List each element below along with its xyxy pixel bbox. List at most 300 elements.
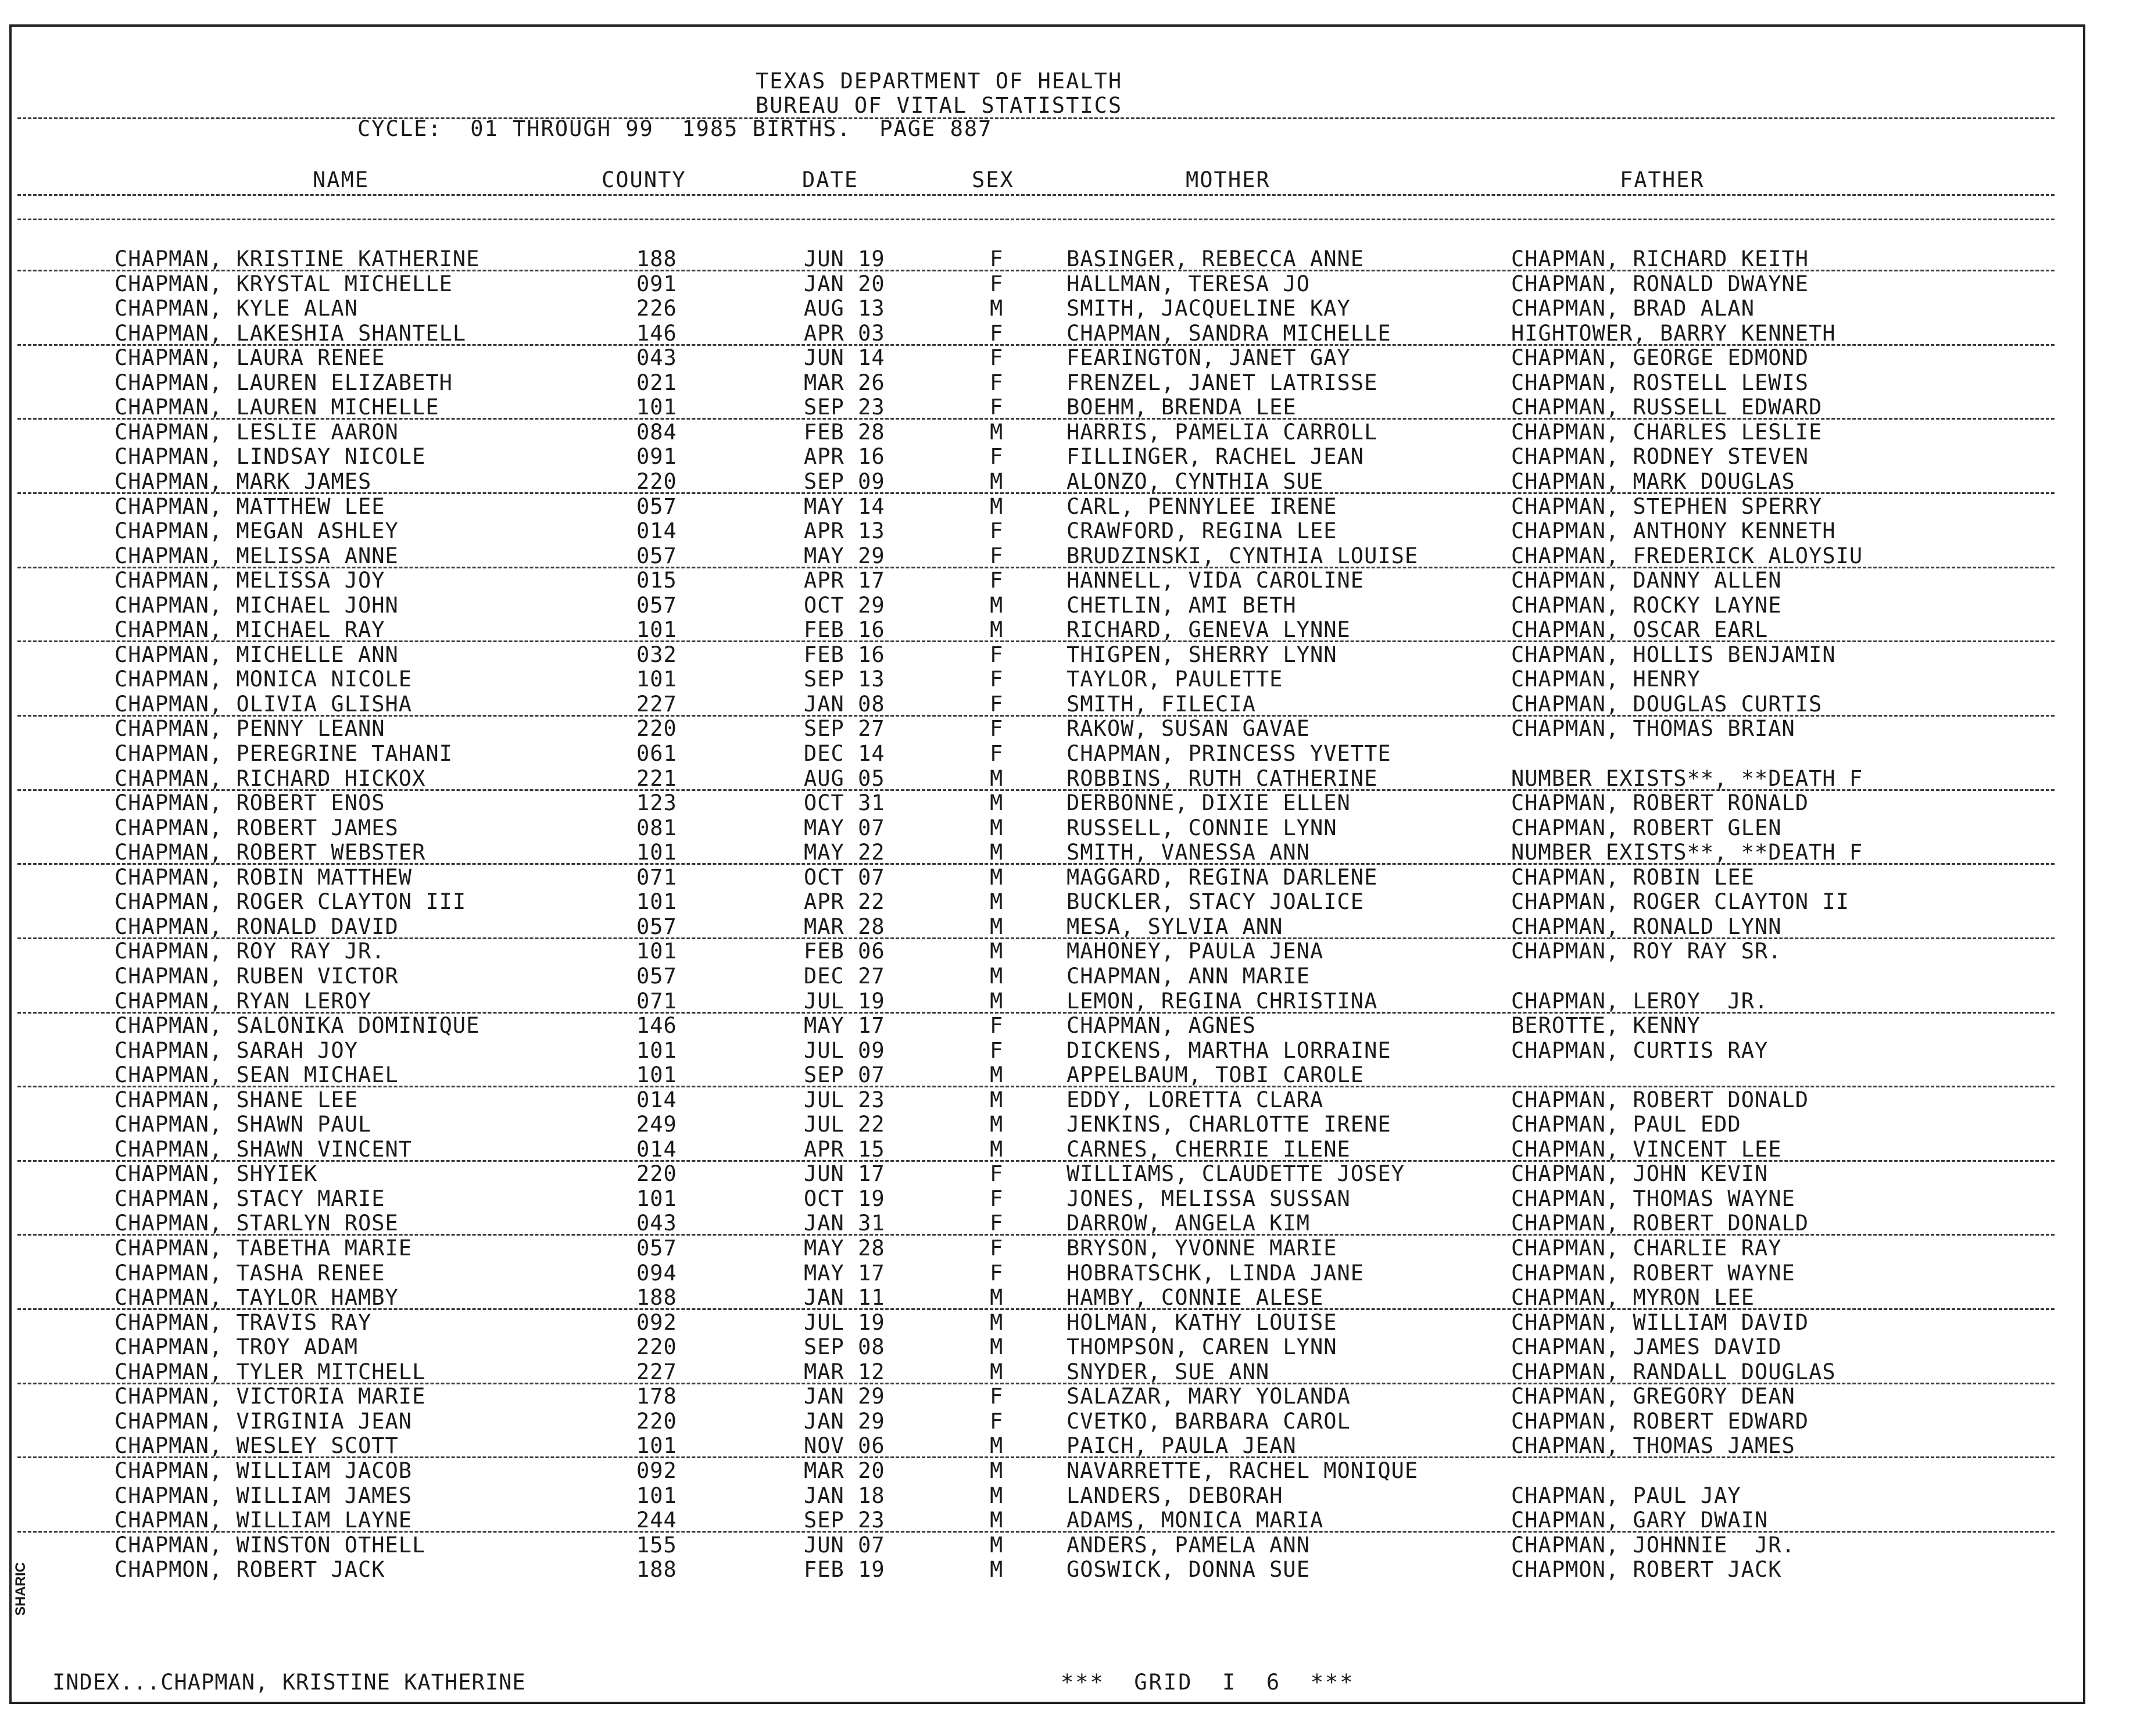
column-header-mother: MOTHER <box>1186 167 1271 192</box>
cell-mother: MAHONEY, PAULA JENA <box>1066 939 1324 964</box>
cell-sex: F <box>990 642 1004 667</box>
cell-father: CHAPMAN, JOHN KEVIN <box>1511 1161 1769 1187</box>
cell-sex: F <box>990 1037 1004 1063</box>
cell-county: 155 <box>636 1532 677 1558</box>
cell-date: SEP 08 <box>804 1334 885 1360</box>
cell-county: 101 <box>636 1433 677 1459</box>
cell-name: CHAPMAN, ROBERT WEBSTER <box>114 840 426 865</box>
cell-father: CHAPMAN, CHARLES LESLIE <box>1511 419 1823 445</box>
cell-father: CHAPMAN, BRAD ALAN <box>1511 296 1755 321</box>
cell-father: CHAPMAN, CURTIS RAY <box>1511 1037 1769 1063</box>
cell-county: 014 <box>636 1136 677 1162</box>
cell-sex: M <box>990 1136 1004 1162</box>
cell-mother: BRYSON, YVONNE MARIE <box>1066 1236 1337 1261</box>
cell-name: CHAPMAN, STACY MARIE <box>114 1186 385 1211</box>
cell-date: OCT 29 <box>804 592 885 618</box>
cell-county: 146 <box>636 1013 677 1039</box>
cell-name: CHAPMAN, MELISSA JOY <box>114 568 385 593</box>
cell-county: 092 <box>636 1458 677 1483</box>
cell-mother: SMITH, FILECIA <box>1066 691 1256 717</box>
cell-county: 057 <box>636 493 677 519</box>
cell-sex: M <box>990 468 1004 494</box>
column-header-father: FATHER <box>1620 167 1705 192</box>
cell-sex: M <box>990 889 1004 915</box>
cell-sex: M <box>990 1508 1004 1533</box>
cell-county: 043 <box>636 345 677 371</box>
cell-name: CHAPMAN, TAYLOR HAMBY <box>114 1285 399 1311</box>
cell-name: CHAPMAN, KYLE ALAN <box>114 296 358 321</box>
cell-sex: M <box>990 1112 1004 1137</box>
cell-county: 188 <box>636 1285 677 1311</box>
cell-father: NUMBER EXISTS**, **DEATH F <box>1511 765 1863 791</box>
cell-mother: TAYLOR, PAULETTE <box>1066 667 1283 692</box>
cell-sex: M <box>990 1285 1004 1311</box>
cell-date: JAN 29 <box>804 1384 885 1409</box>
cell-mother: CARL, PENNYLEE IRENE <box>1066 493 1337 519</box>
cell-mother: FILLINGER, RACHEL JEAN <box>1066 444 1365 470</box>
cell-county: 021 <box>636 370 677 395</box>
cell-county: 014 <box>636 1087 677 1112</box>
cell-name: CHAPMAN, MONICA NICOLE <box>114 667 413 692</box>
cell-county: 057 <box>636 543 677 568</box>
cell-date: JUL 22 <box>804 1112 885 1137</box>
cell-father: CHAPMAN, MARK DOUGLAS <box>1511 468 1795 494</box>
cell-sex: F <box>990 1186 1004 1211</box>
cell-name: CHAPMAN, KRYSTAL MICHELLE <box>114 271 453 296</box>
cell-date: NOV 06 <box>804 1433 885 1459</box>
cell-date: MAR 12 <box>804 1359 885 1384</box>
cell-name: CHAPMAN, SALONIKA DOMINIQUE <box>114 1013 480 1039</box>
cell-father: CHAPMAN, RUSSELL EDWARD <box>1511 395 1823 420</box>
cell-father: CHAPMAN, PAUL EDD <box>1511 1112 1741 1137</box>
cell-mother: HOLMAN, KATHY LOUISE <box>1066 1309 1337 1335</box>
cell-name: CHAPMAN, MICHAEL JOHN <box>114 592 399 618</box>
cell-sex: F <box>990 246 1004 271</box>
cell-father: CHAPMAN, RANDALL DOUGLAS <box>1511 1359 1836 1384</box>
cell-date: MAR 26 <box>804 370 885 395</box>
cell-date: JAN 20 <box>804 271 885 296</box>
cell-mother: CHETLIN, AMI BETH <box>1066 592 1297 618</box>
cell-father: CHAPMAN, GARY DWAIN <box>1511 1508 1769 1533</box>
cell-mother: BRUDZINSKI, CYNTHIA LOUISE <box>1066 543 1419 568</box>
cell-name: CHAPMAN, WILLIAM JACOB <box>114 1458 413 1483</box>
cell-father: CHAPMAN, DOUGLAS CURTIS <box>1511 691 1823 717</box>
cell-mother: FEARINGTON, JANET GAY <box>1066 345 1351 371</box>
cell-date: JUL 09 <box>804 1037 885 1063</box>
cell-sex: F <box>990 741 1004 766</box>
cell-father: CHAPMAN, RICHARD KEITH <box>1511 246 1809 271</box>
cell-county: 221 <box>636 765 677 791</box>
cell-father: CHAPMAN, RONALD LYNN <box>1511 914 1782 939</box>
cell-date: JAN 11 <box>804 1285 885 1311</box>
cell-county: 084 <box>636 419 677 445</box>
cell-mother: RICHARD, GENEVA LYNNE <box>1066 617 1351 643</box>
cell-father: CHAPMAN, ROBERT DONALD <box>1511 1211 1809 1236</box>
cell-county: 220 <box>636 1334 677 1360</box>
cell-date: APR 15 <box>804 1136 885 1162</box>
cell-father: CHAPMAN, ROBERT DONALD <box>1511 1087 1809 1112</box>
cell-date: APR 16 <box>804 444 885 470</box>
cell-mother: LEMON, REGINA CHRISTINA <box>1066 988 1378 1014</box>
cell-county: 092 <box>636 1309 677 1335</box>
cell-date: JAN 08 <box>804 691 885 717</box>
cell-father: CHAPMAN, RODNEY STEVEN <box>1511 444 1809 470</box>
cell-mother: EDDY, LORETTA CLARA <box>1066 1087 1324 1112</box>
cell-mother: SMITH, VANESSA ANN <box>1066 840 1310 865</box>
cell-date: JUN 14 <box>804 345 885 371</box>
cell-date: AUG 05 <box>804 765 885 791</box>
cell-county: 146 <box>636 320 677 346</box>
cell-name: CHAPMAN, VIRGINIA JEAN <box>114 1408 413 1434</box>
cell-sex: F <box>990 568 1004 593</box>
cell-county: 188 <box>636 246 677 271</box>
cell-mother: SNYDER, SUE ANN <box>1066 1359 1270 1384</box>
cell-date: APR 17 <box>804 568 885 593</box>
cell-mother: MESA, SYLVIA ANN <box>1066 914 1283 939</box>
cell-name: CHAPMAN, KRISTINE KATHERINE <box>114 246 480 271</box>
cell-name: CHAPMAN, LAUREN ELIZABETH <box>114 370 453 395</box>
cell-county: 057 <box>636 1236 677 1261</box>
cell-name: CHAPMAN, LAURA RENEE <box>114 345 385 371</box>
cell-mother: DERBONNE, DIXIE ELLEN <box>1066 790 1351 816</box>
cell-date: FEB 16 <box>804 642 885 667</box>
cell-sex: F <box>990 1236 1004 1261</box>
cell-name: CHAPMAN, TROY ADAM <box>114 1334 358 1360</box>
cell-mother: CHAPMAN, SANDRA MICHELLE <box>1066 320 1391 346</box>
cell-father: NUMBER EXISTS**, **DEATH F <box>1511 840 1863 865</box>
cell-sex: F <box>990 691 1004 717</box>
cell-mother: CVETKO, BARBARA CAROL <box>1066 1408 1351 1434</box>
cell-county: 227 <box>636 1359 677 1384</box>
cell-county: 101 <box>636 840 677 865</box>
cell-sex: F <box>990 1384 1004 1409</box>
cell-county: 101 <box>636 1483 677 1508</box>
cell-name: CHAPMON, ROBERT JACK <box>114 1557 385 1583</box>
cell-father: CHAPMAN, CHARLIE RAY <box>1511 1236 1782 1261</box>
cell-father: CHAPMAN, OSCAR EARL <box>1511 617 1769 643</box>
cell-date: MAY 14 <box>804 493 885 519</box>
cell-county: 220 <box>636 1408 677 1434</box>
cell-date: APR 03 <box>804 320 885 346</box>
cell-name: CHAPMAN, ROBERT ENOS <box>114 790 385 816</box>
cell-date: APR 13 <box>804 518 885 544</box>
cell-date: JUN 19 <box>804 246 885 271</box>
cell-county: 015 <box>636 568 677 593</box>
cell-mother: NAVARRETTE, RACHEL MONIQUE <box>1066 1458 1419 1483</box>
cell-date: JAN 18 <box>804 1483 885 1508</box>
cell-father: CHAPMAN, ROBERT GLEN <box>1511 815 1782 840</box>
cell-sex: F <box>990 518 1004 544</box>
cell-mother: SALAZAR, MARY YOLANDA <box>1066 1384 1351 1409</box>
cell-mother: CHAPMAN, PRINCESS YVETTE <box>1066 741 1391 766</box>
cell-mother: JENKINS, CHARLOTTE IRENE <box>1066 1112 1391 1137</box>
cell-date: JAN 31 <box>804 1211 885 1236</box>
cell-father: CHAPMAN, THOMAS WAYNE <box>1511 1186 1795 1211</box>
cell-county: 101 <box>636 1037 677 1063</box>
cell-mother: FRENZEL, JANET LATRISSE <box>1066 370 1378 395</box>
cell-name: CHAPMAN, TYLER MITCHELL <box>114 1359 426 1384</box>
cell-father: CHAPMAN, ROBERT EDWARD <box>1511 1408 1809 1434</box>
cell-mother: THOMPSON, CAREN LYNN <box>1066 1334 1337 1360</box>
cell-date: SEP 09 <box>804 468 885 494</box>
cell-county: 091 <box>636 444 677 470</box>
cell-date: MAR 28 <box>804 914 885 939</box>
cell-county: 249 <box>636 1112 677 1137</box>
cell-county: 244 <box>636 1508 677 1533</box>
cell-name: CHAPMAN, LINDSAY NICOLE <box>114 444 426 470</box>
cell-father: CHAPMON, ROBERT JACK <box>1511 1557 1782 1583</box>
cell-sex: M <box>990 963 1004 989</box>
cell-date: JUL 19 <box>804 1309 885 1335</box>
agency-title: TEXAS DEPARTMENT OF HEALTH <box>756 69 1123 94</box>
cell-sex: M <box>990 1359 1004 1384</box>
cell-sex: M <box>990 1557 1004 1583</box>
cell-date: FEB 19 <box>804 1557 885 1583</box>
cell-name: CHAPMAN, TABETHA MARIE <box>114 1236 413 1261</box>
cell-county: 094 <box>636 1260 677 1286</box>
cell-county: 123 <box>636 790 677 816</box>
cell-date: SEP 07 <box>804 1062 885 1088</box>
cell-sex: F <box>990 444 1004 470</box>
cell-sex: M <box>990 1334 1004 1360</box>
cell-name: CHAPMAN, RICHARD HICKOX <box>114 765 426 791</box>
cell-name: CHAPMAN, OLIVIA GLISHA <box>114 691 413 717</box>
cell-mother: ADAMS, MONICA MARIA <box>1066 1508 1324 1533</box>
cell-name: CHAPMAN, STARLYN ROSE <box>114 1211 399 1236</box>
cell-sex: F <box>990 370 1004 395</box>
cell-mother: BASINGER, REBECCA ANNE <box>1066 246 1365 271</box>
cell-county: 057 <box>636 914 677 939</box>
cell-name: CHAPMAN, SHANE LEE <box>114 1087 358 1112</box>
cycle-line: CYCLE: 01 THROUGH 99 1985 BIRTHS. PAGE 887 <box>357 116 993 141</box>
cell-name: CHAPMAN, ROY RAY JR. <box>114 939 385 964</box>
cell-name: CHAPMAN, MEGAN ASHLEY <box>114 518 399 544</box>
cell-father: CHAPMAN, MYRON LEE <box>1511 1285 1755 1311</box>
cell-county: 032 <box>636 642 677 667</box>
cell-father: BEROTTE, KENNY <box>1511 1013 1701 1039</box>
cell-date: MAY 07 <box>804 815 885 840</box>
cell-date: FEB 16 <box>804 617 885 643</box>
cell-date: OCT 07 <box>804 864 885 890</box>
cell-mother: GOSWICK, DONNA SUE <box>1066 1557 1310 1583</box>
cell-sex: F <box>990 395 1004 420</box>
cell-sex: M <box>990 914 1004 939</box>
cell-date: MAY 22 <box>804 840 885 865</box>
cell-county: 220 <box>636 468 677 494</box>
cell-name: CHAPMAN, MICHAEL RAY <box>114 617 385 643</box>
cell-date: JUN 17 <box>804 1161 885 1187</box>
cell-mother: ROBBINS, RUTH CATHERINE <box>1066 765 1378 791</box>
cell-name: CHAPMAN, ROBIN MATTHEW <box>114 864 413 890</box>
cell-name: CHAPMAN, SARAH JOY <box>114 1037 358 1063</box>
cell-sex: M <box>990 592 1004 618</box>
cell-sex: F <box>990 1408 1004 1434</box>
cell-father: CHAPMAN, ROY RAY SR. <box>1511 939 1782 964</box>
cell-date: FEB 06 <box>804 939 885 964</box>
cell-date: SEP 23 <box>804 1508 885 1533</box>
cell-sex: M <box>990 765 1004 791</box>
cell-mother: RUSSELL, CONNIE LYNN <box>1066 815 1337 840</box>
cell-date: JAN 29 <box>804 1408 885 1434</box>
cell-sex: F <box>990 1211 1004 1236</box>
cell-father: CHAPMAN, FREDERICK ALOYSIU <box>1511 543 1863 568</box>
cell-sex: M <box>990 790 1004 816</box>
cell-mother: APPELBAUM, TOBI CAROLE <box>1066 1062 1365 1088</box>
cell-date: JUL 23 <box>804 1087 885 1112</box>
cell-name: CHAPMAN, TRAVIS RAY <box>114 1309 372 1335</box>
cell-mother: ANDERS, PAMELA ANN <box>1066 1532 1310 1558</box>
cell-name: CHAPMAN, ROGER CLAYTON III <box>114 889 467 915</box>
cell-name: CHAPMAN, LAUREN MICHELLE <box>114 395 439 420</box>
cell-county: 014 <box>636 518 677 544</box>
cell-mother: CRAWFORD, REGINA LEE <box>1066 518 1337 544</box>
cell-mother: THIGPEN, SHERRY LYNN <box>1066 642 1337 667</box>
column-header-date: DATE <box>802 167 859 192</box>
cell-sex: M <box>990 493 1004 519</box>
cell-sex: M <box>990 1062 1004 1088</box>
cell-name: CHAPMAN, MICHELLE ANN <box>114 642 399 667</box>
cell-county: 101 <box>636 939 677 964</box>
cell-county: 227 <box>636 691 677 717</box>
cell-county: 101 <box>636 667 677 692</box>
column-header-county: COUNTY <box>602 167 686 192</box>
cell-county: 071 <box>636 864 677 890</box>
cell-mother: HAMBY, CONNIE ALESE <box>1066 1285 1324 1311</box>
cell-mother: PAICH, PAULA JEAN <box>1066 1433 1297 1459</box>
cell-sex: F <box>990 345 1004 371</box>
cell-name: CHAPMAN, RONALD DAVID <box>114 914 399 939</box>
cell-father: CHAPMAN, THOMAS JAMES <box>1511 1433 1795 1459</box>
cell-sex: F <box>990 271 1004 296</box>
cell-name: CHAPMAN, WILLIAM JAMES <box>114 1483 413 1508</box>
cell-mother: LANDERS, DEBORAH <box>1066 1483 1283 1508</box>
cell-county: 061 <box>636 741 677 766</box>
cell-date: SEP 23 <box>804 395 885 420</box>
cell-mother: CHAPMAN, ANN MARIE <box>1066 963 1310 989</box>
cell-father: CHAPMAN, ANTHONY KENNETH <box>1511 518 1836 544</box>
column-header-sex: SEX <box>972 167 1014 192</box>
cell-county: 101 <box>636 617 677 643</box>
cell-name: CHAPMAN, WILLIAM LAYNE <box>114 1508 413 1533</box>
cell-sex: F <box>990 1013 1004 1039</box>
cell-father: CHAPMAN, HOLLIS BENJAMIN <box>1511 642 1836 667</box>
cell-sex: M <box>990 1483 1004 1508</box>
footer-index: INDEX...CHAPMAN, KRISTINE KATHERINE <box>52 1670 526 1695</box>
cell-date: DEC 27 <box>804 963 885 989</box>
cell-date: DEC 14 <box>804 741 885 766</box>
cell-date: JUN 07 <box>804 1532 885 1558</box>
cell-sex: F <box>990 320 1004 346</box>
cell-sex: M <box>990 864 1004 890</box>
cell-county: 057 <box>636 592 677 618</box>
cell-father: CHAPMAN, ROBERT RONALD <box>1511 790 1809 816</box>
cell-name: CHAPMAN, WESLEY SCOTT <box>114 1433 399 1459</box>
cell-father: HIGHTOWER, BARRY KENNETH <box>1511 320 1836 346</box>
cell-name: CHAPMAN, RYAN LEROY <box>114 988 372 1014</box>
cell-county: 091 <box>636 271 677 296</box>
cell-date: MAY 17 <box>804 1013 885 1039</box>
cell-county: 220 <box>636 716 677 742</box>
cell-name: CHAPMAN, RUBEN VICTOR <box>114 963 399 989</box>
cell-father: CHAPMAN, THOMAS BRIAN <box>1511 716 1795 742</box>
cell-father: CHAPMAN, ROBERT WAYNE <box>1511 1260 1795 1286</box>
cell-father: CHAPMAN, DANNY ALLEN <box>1511 568 1782 593</box>
cell-name: CHAPMAN, MATTHEW LEE <box>114 493 385 519</box>
cell-name: CHAPMAN, SHAWN VINCENT <box>114 1136 413 1162</box>
cell-mother: HARRIS, PAMELIA CARROLL <box>1066 419 1378 445</box>
cell-mother: HALLMAN, TERESA JO <box>1066 271 1310 296</box>
cell-date: AUG 13 <box>804 296 885 321</box>
cell-county: 071 <box>636 988 677 1014</box>
cell-father: CHAPMAN, STEPHEN SPERRY <box>1511 493 1823 519</box>
cell-county: 101 <box>636 889 677 915</box>
cell-sex: F <box>990 1161 1004 1187</box>
cell-sex: M <box>990 419 1004 445</box>
cell-sex: M <box>990 840 1004 865</box>
cell-date: MAY 28 <box>804 1236 885 1261</box>
cell-mother: SMITH, JACQUELINE KAY <box>1066 296 1351 321</box>
cell-county: 188 <box>636 1557 677 1583</box>
cell-county: 101 <box>636 395 677 420</box>
cell-county: 226 <box>636 296 677 321</box>
cell-sex: M <box>990 815 1004 840</box>
table-top-separator <box>17 219 2055 220</box>
cell-father: CHAPMAN, RONALD DWAYNE <box>1511 271 1809 296</box>
cell-date: MAR 20 <box>804 1458 885 1483</box>
cell-name: CHAPMAN, ROBERT JAMES <box>114 815 399 840</box>
cell-name: CHAPMAN, VICTORIA MARIE <box>114 1384 426 1409</box>
cell-mother: DARROW, ANGELA KIM <box>1066 1211 1310 1236</box>
cell-sex: M <box>990 939 1004 964</box>
cell-name: CHAPMAN, WINSTON OTHELL <box>114 1532 426 1558</box>
cell-county: 043 <box>636 1211 677 1236</box>
cell-date: OCT 31 <box>804 790 885 816</box>
cell-county: 081 <box>636 815 677 840</box>
cell-mother: BOEHM, BRENDA LEE <box>1066 395 1297 420</box>
cell-sex: M <box>990 1309 1004 1335</box>
side-label: SHARIC <box>13 1562 28 1616</box>
footer-grid: *** GRID I 6 *** <box>1061 1670 1355 1695</box>
cell-mother: HOBRATSCHK, LINDA JANE <box>1066 1260 1365 1286</box>
cell-father: CHAPMAN, GEORGE EDMOND <box>1511 345 1809 371</box>
cell-county: 220 <box>636 1161 677 1187</box>
cell-mother: DICKENS, MARTHA LORRAINE <box>1066 1037 1391 1063</box>
cell-date: MAY 29 <box>804 543 885 568</box>
cell-father: CHAPMAN, ROBIN LEE <box>1511 864 1755 890</box>
cell-date: FEB 28 <box>804 419 885 445</box>
cell-name: CHAPMAN, PEREGRINE TAHANI <box>114 741 453 766</box>
column-header-name: NAME <box>313 167 370 192</box>
cell-mother: CHAPMAN, AGNES <box>1066 1013 1256 1039</box>
cell-sex: F <box>990 716 1004 742</box>
cell-date: MAY 17 <box>804 1260 885 1286</box>
cell-sex: F <box>990 543 1004 568</box>
cell-father: CHAPMAN, ROGER CLAYTON II <box>1511 889 1849 915</box>
cell-father: CHAPMAN, LEROY JR. <box>1511 988 1769 1014</box>
cell-mother: JONES, MELISSA SUSSAN <box>1066 1186 1351 1211</box>
cell-name: CHAPMAN, MARK JAMES <box>114 468 372 494</box>
cell-date: SEP 27 <box>804 716 885 742</box>
cell-mother: ALONZO, CYNTHIA SUE <box>1066 468 1324 494</box>
cell-county: 101 <box>636 1186 677 1211</box>
cell-name: CHAPMAN, SHYIEK <box>114 1161 318 1187</box>
cell-date: OCT 19 <box>804 1186 885 1211</box>
cell-father: CHAPMAN, HENRY <box>1511 667 1701 692</box>
cell-name: CHAPMAN, PENNY LEANN <box>114 716 385 742</box>
cell-father: CHAPMAN, WILLIAM DAVID <box>1511 1309 1809 1335</box>
cell-sex: M <box>990 296 1004 321</box>
cell-father: CHAPMAN, VINCENT LEE <box>1511 1136 1782 1162</box>
